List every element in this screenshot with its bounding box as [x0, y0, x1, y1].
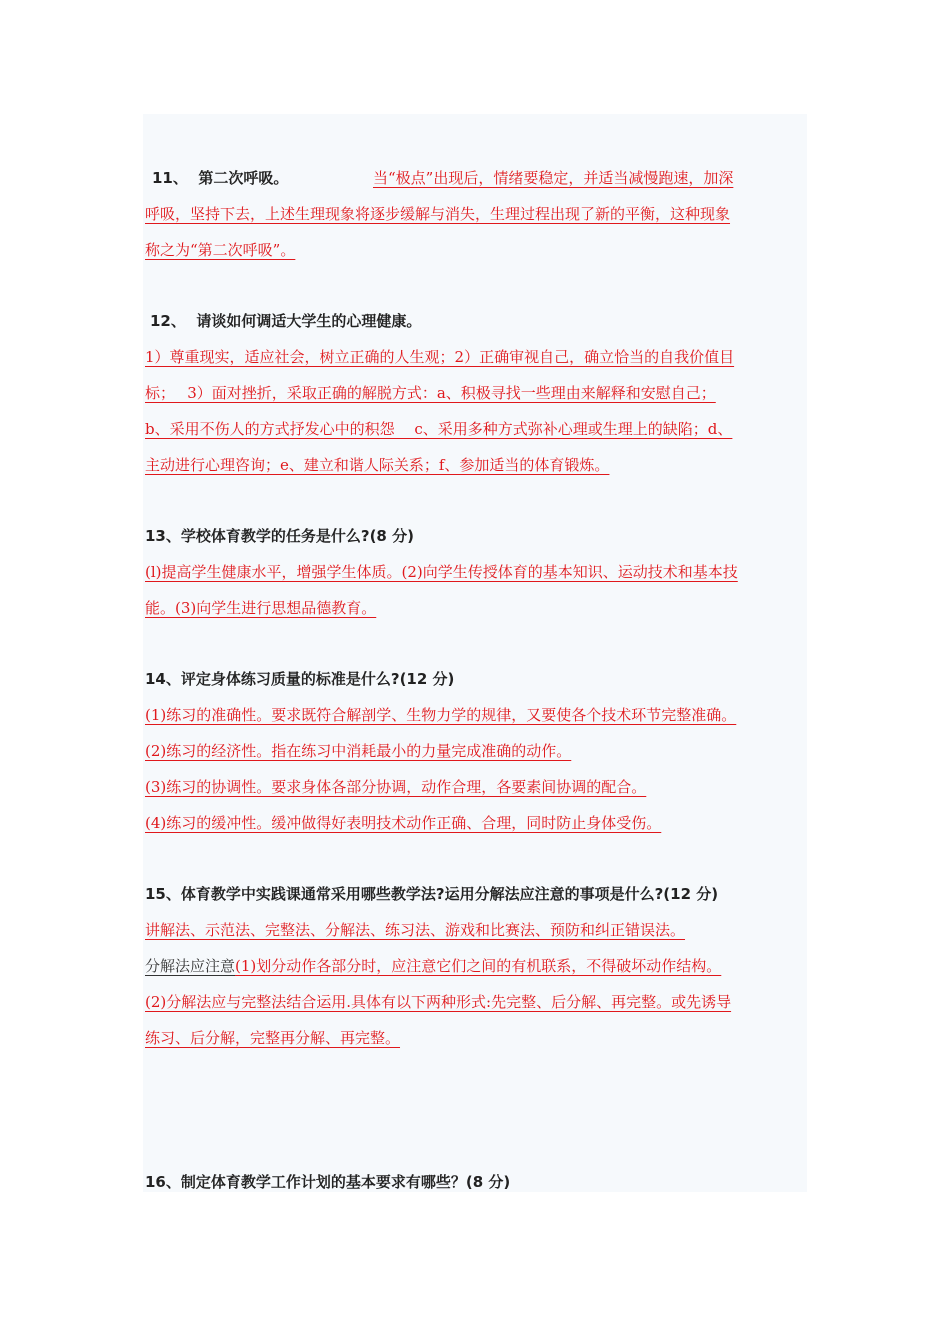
question-13-title: 13、学校体育教学的任务是什么?(8 分)	[145, 527, 414, 545]
answer-13-line-1	[145, 562, 738, 582]
answer-12-line-3-text: b、采用不伤人的方式抒发心中的积怨 c、采用多种方式弥补心理或生理上的缺陷；d、	[145, 420, 733, 438]
answer-15-line-1-text: 讲解法、示范法、完整法、分解法、练习法、游戏和比赛法、预防和纠正错误法。	[145, 921, 686, 939]
answer-15-line-2-prefix: 分解法应注意	[145, 957, 236, 975]
answer-15-line-3	[145, 992, 731, 1012]
answer-15-line-2-text: (1)划分动作各部分时，应注意它们之间的有机联系，不得破坏动作结构。	[235, 957, 722, 975]
answer-12-line-4	[145, 455, 619, 475]
answer-12-line-1-text: 1）尊重现实，适应社会，树立正确的人生观；2）正确审视自己，确立恰当的自我价值目	[145, 348, 735, 366]
answer-14-line-3-text: (3)练习的协调性。要求身体各部分协调，动作合理，各要素间协调的配合。	[145, 778, 647, 796]
question-16-title: 16、制定体育教学工作计划的基本要求有哪些？(8 分)	[145, 1173, 511, 1191]
answer-12-line-2	[145, 383, 716, 403]
question-12-title	[150, 311, 421, 331]
question-11-number: 11、	[152, 169, 188, 187]
answer-14-line-2	[145, 741, 581, 761]
answer-12-line-2-text: 标； 3）面对挫折，采取正确的解脱方式：a、积极寻找一些理由来解释和安慰自己；	[145, 384, 716, 402]
answer-15-line-1	[145, 920, 695, 940]
answer-11-line-2	[145, 204, 730, 224]
answer-14-line-1-text: (1)练习的准确性。要求既符合解剖学、生物力学的规律，又要使各个技术环节完整准确。	[145, 706, 737, 724]
question-11-title	[152, 168, 288, 188]
answer-14-line-1	[145, 705, 736, 725]
answer-15-line-2	[145, 956, 721, 976]
answer-11-line-3-text: 称之为“第二次呼吸”。	[145, 241, 296, 259]
answer-13-line-2-text: 能。(3)向学生进行思想品德教育。	[145, 599, 377, 617]
answer-11-line-1	[373, 168, 733, 188]
question-15-title: 15、体育教学中实践课通常采用哪些教学法?运用分解法应注意的事项是什么?(12 分)	[145, 885, 719, 903]
question-12-number: 12、	[150, 312, 186, 330]
answer-12-line-3	[145, 419, 732, 439]
answer-11-line-1-text: 当“极点”出现后，情绪要稳定，并适当减慢跑速，加深	[373, 169, 734, 187]
answer-14-line-4	[145, 813, 671, 833]
answer-15-line-3-text: (2)分解法应与完整法结合运用.具体有以下两种形式:先完整、后分解、再完整。或先诱导	[145, 993, 732, 1011]
answer-14-line-3	[145, 777, 656, 797]
answer-12-line-4-text: 主动进行心理咨询；e、建立和谐人际关系；f、参加适当的体育锻炼。	[145, 456, 610, 474]
answer-14-line-2-text: (2)练习的经济性。指在练习中消耗最小的力量完成准确的动作。	[145, 742, 572, 760]
answer-15-line-4-text: 练习、后分解，完整再分解、再完整。	[145, 1029, 401, 1047]
question-11-text: 第二次呼吸。	[198, 169, 289, 187]
answer-13-line-1-text: (l)提高学生健康水平，增强学生体质。(2)向学生传授体育的基本知识、运动技术和基本技	[145, 563, 738, 581]
answer-13-line-2	[145, 598, 386, 618]
answer-14-line-4-text: (4)练习的缓冲性。缓冲做得好表明技术动作正确、合理，同时防止身体受伤。	[145, 814, 662, 832]
answer-15-line-4	[145, 1028, 410, 1048]
question-12-text: 请谈如何调适大学生的心理健康。	[196, 312, 422, 330]
question-14-title: 14、评定身体练习质量的标准是什么?(12 分)	[145, 670, 455, 688]
answer-11-line-2-text: 呼吸，坚持下去，上述生理现象将逐步缓解与消失，生理过程出现了新的平衡，这种现象	[145, 205, 731, 223]
answer-11-line-3	[145, 240, 305, 260]
answer-12-line-1	[145, 347, 734, 367]
